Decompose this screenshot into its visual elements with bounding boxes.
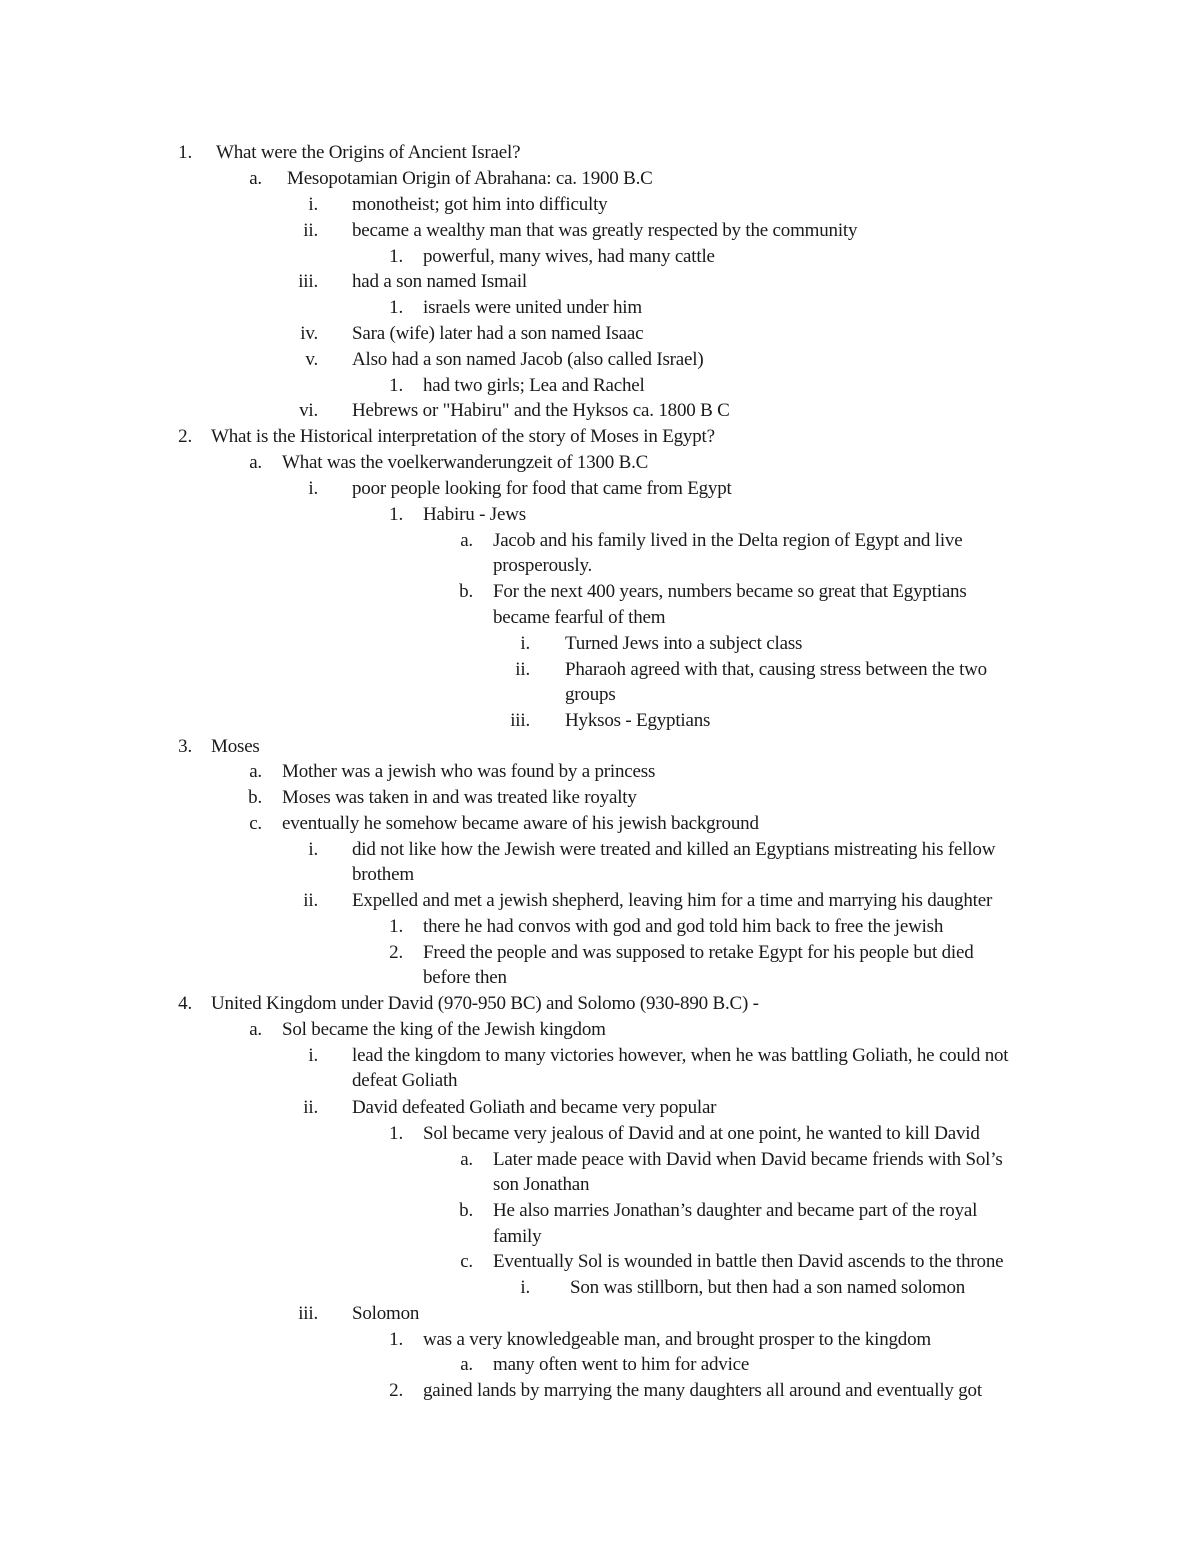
outline-line <box>0 168 1200 194</box>
outline-line <box>0 142 1200 168</box>
list-marker: ii. <box>303 890 318 911</box>
outline-line <box>0 1303 1200 1329</box>
outline-line <box>0 1070 1200 1096</box>
list-item-text: What is the Historical interpretation of the story of Moses in Egypt? <box>211 426 715 447</box>
list-item-text: Solomon <box>352 1303 420 1324</box>
list-item-text: did not like how the Jewish were treated and killed an Egyptians mistreating his fellow <box>352 839 996 860</box>
list-item-text: What were the Origins of Ancient Israel? <box>216 142 521 163</box>
outline-line <box>0 607 1200 633</box>
list-item-text: Sol became the king of the Jewish kingdom <box>282 1019 606 1040</box>
list-item-text: Expelled and met a jewish shepherd, leaving him for a time and marrying his daughter <box>352 890 993 911</box>
outline-line <box>0 1329 1200 1355</box>
list-item-text: Freed the people and was supposed to retake Egypt for his people but died <box>423 942 974 963</box>
outline-line <box>0 375 1200 401</box>
list-marker: i. <box>308 1045 318 1066</box>
outline-line <box>0 813 1200 839</box>
list-item-text: had two girls; Lea and Rachel <box>423 375 645 396</box>
list-item-text: before then <box>423 967 507 988</box>
list-marker: a. <box>249 452 262 473</box>
list-marker: 1. <box>389 375 403 396</box>
list-item-text: Sol became very jealous of David and at one point, he wanted to kill David <box>423 1123 980 1144</box>
list-marker: v. <box>305 349 318 370</box>
list-item-text: monotheist; got him into difficulty <box>352 194 608 215</box>
list-marker: a. <box>460 530 473 551</box>
list-item-text: United Kingdom under David (970-950 BC) and Solomo (930-890 B.C) - <box>211 993 759 1014</box>
list-marker: iii. <box>510 710 530 731</box>
list-marker: 3. <box>178 736 192 757</box>
list-marker: a. <box>249 761 262 782</box>
list-item-text: family <box>493 1226 542 1247</box>
list-item-text: Pharaoh agreed with that, causing stress between the two <box>565 659 987 680</box>
list-marker: i. <box>520 633 530 654</box>
list-item-text: eventually he somehow became aware of his jewish background <box>282 813 759 834</box>
outline-line <box>0 1149 1200 1175</box>
list-item-text: became fearful of them <box>493 607 666 628</box>
outline-line <box>0 349 1200 375</box>
outline-line <box>0 967 1200 993</box>
list-marker: 1. <box>389 916 403 937</box>
list-marker: ii. <box>515 659 530 680</box>
outline-line <box>0 684 1200 710</box>
list-item-text: became a wealthy man that was greatly respected by the community <box>352 220 858 241</box>
outline-line <box>0 504 1200 530</box>
list-item-text: Sara (wife) later had a son named Isaac <box>352 323 644 344</box>
list-marker: 1. <box>178 142 192 163</box>
list-marker: ii. <box>303 1097 318 1118</box>
outline-line <box>0 220 1200 246</box>
list-item-text: gained lands by marrying the many daughters all around and eventually got <box>423 1380 982 1401</box>
list-marker: iv. <box>300 323 318 344</box>
outline-line <box>0 761 1200 787</box>
outline-line <box>0 1174 1200 1200</box>
outline-line <box>0 1019 1200 1045</box>
list-marker: c. <box>249 813 262 834</box>
outline-line <box>0 1200 1200 1226</box>
outline-line <box>0 1045 1200 1071</box>
list-marker: 4. <box>178 993 192 1014</box>
list-marker: b. <box>459 1200 473 1221</box>
list-item-text: son Jonathan <box>493 1174 590 1195</box>
list-item-text: Later made peace with David when David became friends with Sol’s <box>493 1149 1003 1170</box>
list-item-text: Mother was a jewish who was found by a princess <box>282 761 656 782</box>
outline-line <box>0 452 1200 478</box>
outline-line <box>0 736 1200 762</box>
list-marker: 2. <box>178 426 192 447</box>
list-marker: iii. <box>298 1303 318 1324</box>
list-item-text: powerful, many wives, had many cattle <box>423 246 715 267</box>
outline-line <box>0 530 1200 556</box>
list-item-text: Moses was taken in and was treated like royalty <box>282 787 637 808</box>
list-marker: 1. <box>389 246 403 267</box>
list-marker: 1. <box>389 1329 403 1350</box>
list-item-text: prosperously. <box>493 555 593 576</box>
list-item-text: israels were united under him <box>423 297 642 318</box>
outline-line <box>0 710 1200 736</box>
list-marker: 1. <box>389 1123 403 1144</box>
outline-line <box>0 400 1200 426</box>
outline-line <box>0 916 1200 942</box>
outline-line <box>0 1380 1200 1406</box>
list-item-text: had a son named Ismail <box>352 271 527 292</box>
outline-line <box>0 271 1200 297</box>
list-marker: i. <box>308 839 318 860</box>
outline-line <box>0 633 1200 659</box>
outline-line <box>0 194 1200 220</box>
outline-line <box>0 1354 1200 1380</box>
outline-line <box>0 1226 1200 1252</box>
outline-line <box>0 659 1200 685</box>
list-item-text: Moses <box>211 736 260 757</box>
list-item-text: He also marries Jonathan’s daughter and became part of the royal <box>493 1200 978 1221</box>
list-marker: 2. <box>389 942 403 963</box>
outline-line <box>0 246 1200 272</box>
list-marker: a. <box>460 1149 473 1170</box>
list-marker: a. <box>249 1019 262 1040</box>
list-marker: a. <box>249 168 262 189</box>
list-item-text: groups <box>565 684 616 705</box>
list-item-text: defeat Goliath <box>352 1070 458 1091</box>
outline-line <box>0 426 1200 452</box>
list-item-text: many often went to him for advice <box>493 1354 750 1375</box>
list-item-text: was a very knowledgeable man, and brought prosper to the kingdom <box>423 1329 931 1350</box>
list-item-text: What was the voelkerwanderungzeit of 1300 B.C <box>282 452 649 473</box>
list-marker: 1. <box>389 504 403 525</box>
outline-line <box>0 1123 1200 1149</box>
list-item-text: Jacob and his family lived in the Delta region of Egypt and live <box>493 530 963 551</box>
list-item-text: lead the kingdom to many victories however, when he was battling Goliath, he could not <box>352 1045 1009 1066</box>
list-item-text: Hyksos - Egyptians <box>565 710 711 731</box>
outline-line <box>0 942 1200 968</box>
outline-line <box>0 993 1200 1019</box>
list-marker: iii. <box>298 271 318 292</box>
list-item-text: Son was stillborn, but then had a son named solomon <box>570 1277 966 1298</box>
list-item-text: Turned Jews into a subject class <box>565 633 803 654</box>
list-item-text: David defeated Goliath and became very popular <box>352 1097 717 1118</box>
outline-line <box>0 1277 1200 1303</box>
list-marker: vi. <box>299 400 318 421</box>
list-item-text: Habiru - Jews <box>423 504 526 525</box>
list-marker: ii. <box>303 220 318 241</box>
outline-line <box>0 297 1200 323</box>
outline-line <box>0 839 1200 865</box>
outline-line <box>0 864 1200 890</box>
list-item-text: Hebrews or "Habiru" and the Hyksos ca. 1800 B C <box>352 400 730 421</box>
outline-line <box>0 478 1200 504</box>
list-item-text: Mesopotamian Origin of Abrahana: ca. 1900 B.C <box>287 168 653 189</box>
list-item-text: there he had convos with god and god told him back to free the jewish <box>423 916 944 937</box>
list-marker: i. <box>308 194 318 215</box>
list-marker: i. <box>308 478 318 499</box>
list-marker: c. <box>460 1251 473 1272</box>
list-marker: b. <box>459 581 473 602</box>
outline-line <box>0 1097 1200 1123</box>
outline-line <box>0 555 1200 581</box>
list-marker: 1. <box>389 297 403 318</box>
list-item-text: Also had a son named Jacob (also called Israel) <box>352 349 704 370</box>
outline-line <box>0 787 1200 813</box>
list-item-text: Eventually Sol is wounded in battle then David ascends to the throne <box>493 1251 1004 1272</box>
outline-line <box>0 323 1200 349</box>
list-marker: 2. <box>389 1380 403 1401</box>
outline-line <box>0 1251 1200 1277</box>
list-marker: i. <box>520 1277 530 1298</box>
outline-line <box>0 581 1200 607</box>
list-item-text: poor people looking for food that came from Egypt <box>352 478 732 499</box>
outline-line <box>0 890 1200 916</box>
list-marker: b. <box>248 787 262 808</box>
list-item-text: brothem <box>352 864 414 885</box>
list-item-text: For the next 400 years, numbers became so great that Egyptians <box>493 581 967 602</box>
list-marker: a. <box>460 1354 473 1375</box>
